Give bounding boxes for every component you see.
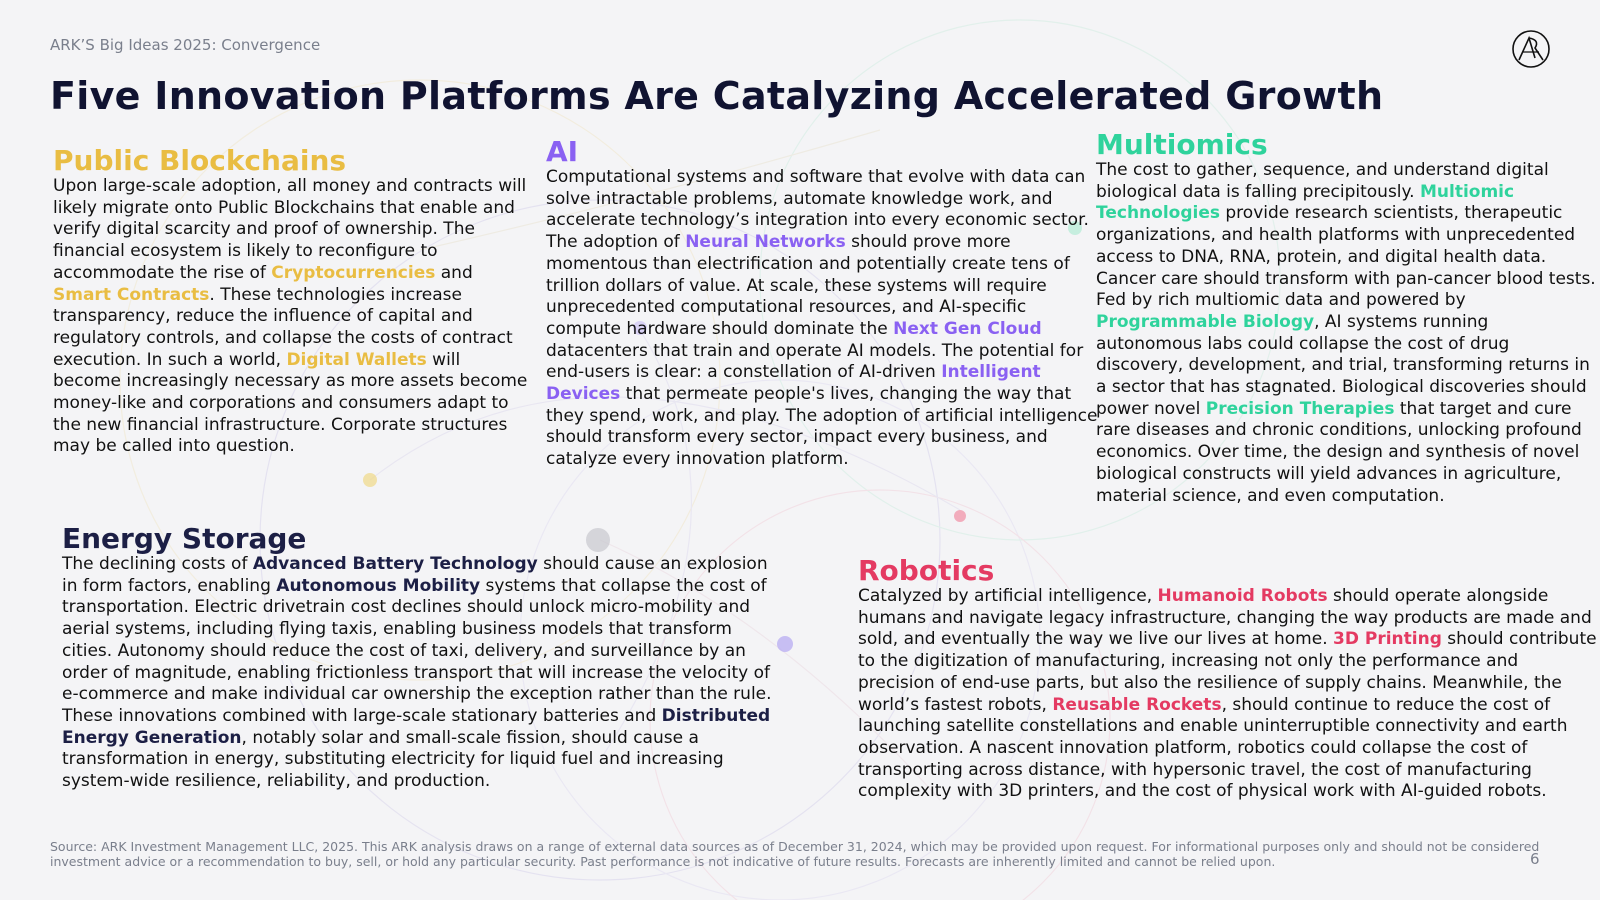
section-title: Energy Storage [62,522,307,555]
highlight-term: Autonomous Mobility [276,575,481,596]
highlight-term: Programmable Biology [1096,311,1315,332]
highlight-term: Neural Networks [685,232,846,253]
highlight-term: Smart Contracts [53,284,210,305]
section-body: Upon large-scale adoption, all money and contracts will likely migrate onto Public Blockchains that enable and verify digital scarcity and proof of ownership. The financial ecosystem is likely to reconfigure to accommodate the rise of Cryptocurrencies and Smart Contracts. These technologies increase transparency, reduce the influence of capital and regulatory controls, and collapse the costs of contract execution. In such a world, Digital Wallets will become increasingly necessary as more assets become money-like and corporations and consumers adapt to the new financial infrastructure. Corporate structures may be called into question. [53,176,528,457]
highlight-term: Next Gen Cloud [893,318,1042,339]
ark-logo-icon [1510,28,1552,70]
highlight-term: Advanced Battery Technology [252,554,538,574]
section-body: Computational systems and software that evolve with data can solve intractable problems, automate knowledge work, and accelerate technology’s integration into every economic sector. The adoption of Neural Networks should prove more momentous than electrification and potentially create tens of trillion dollars of value. At scale, these systems will require unprecedented computational resources, and AI-specific compute hardware should dominate the Next Gen Cloud datacenters that train and operate AI models. The potential for end-users is clear: a constellation of AI-driven Intelligent Devices that permeate people's lives, changing the way that they spend, work, and play. The adoption of artificial intelligence should transform every sector, impact every business, and catalyze every innovation platform. [546,167,1098,470]
section-ai [546,137,1101,471]
section-title: Robotics [858,554,995,587]
section-multiomics [1096,130,1596,507]
section-public-blockchains [53,146,533,458]
source-disclaimer: Source: ARK Investment Management LLC, 2025. This ARK analysis draws on a range of external data sources as of December 31, 2024, which may be provided upon request. For informational purposes only and should not be considered investment advice or a recommendation to buy, sell, or hold any particular security. Past performance is not indicative of future results. Forecasts are inherently limited and cannot be relied upon. [50,839,1540,869]
highlight-term: Distributed Energy Generation [62,705,771,748]
section-title: Public Blockchains [53,144,347,177]
section-energy-storage [62,524,782,793]
highlight-term: Humanoid Robots [1157,586,1328,606]
highlight-term: Cryptocurrencies [271,262,436,283]
deck-subtitle: ARK’S Big Ideas 2025: Convergence [50,36,321,54]
highlight-term: Precision Therapies [1205,398,1395,419]
section-body: The declining costs of Advanced Battery Technology should cause an explosion in form factors, enabling Autonomous Mobility systems that collapse the cost of transportation. Electric drivetrain cost declines should unlock micro-mobility and aerial systems, including flying taxis, enabling business models that transform cities. Autonomy should reduce the cost of taxi, delivery, and surveillance by an order of magnitude, enabling frictionless transport that will increase the velocity of e-commerce and make individual car ownership the exception rather than the rule. These innovations combined with large-scale stationary batteries and Distributed Energy Generation, notably solar and small-scale fission, should cause a transformation in energy, substituting electricity for liquid fuel and increasing system-wide resilience, reliability, and production. [62,554,772,792]
section-robotics [858,556,1598,803]
page-number: 6 [1530,850,1540,868]
page-title: Five Innovation Platforms Are Catalyzing Accelerated Growth [50,74,1384,118]
highlight-term: Reusable Rockets [1052,694,1222,715]
highlight-term: Intelligent Devices [546,362,1041,405]
highlight-term: Digital Wallets [286,349,427,370]
section-title: AI [546,135,579,168]
section-body: Catalyzed by artificial intelligence, Humanoid Robots should operate alongside humans and navigate legacy infrastructure, changing the way products are made and sold, and eventually the way we live our lives at home. 3D Printing should contribute to the digitization of manufacturing, increasing not only the performance and precision of end-use parts, but also the resilience of supply chains. Meanwhile, the world’s fastest robots, Reusable Rockets, should continue to reduce the cost of launching satellite constellations and enable uninterruptible connectivity and earth observation. A nascent innovation platform, robotics could collapse the cost of transporting across distance, with hypersonic travel, the cost of manufacturing complexity with 3D printers, and the cost of physical work with AI-guided robots. [858,586,1597,802]
highlight-term: 3D Printing [1333,629,1442,650]
section-title: Multiomics [1096,128,1268,161]
section-body: The cost to gather, sequence, and understand digital biological data is falling precipitously. Multiomic Technologies provide research scientists, therapeutic organizations, and health platforms with unprecedented access to DNA, RNA, protein, and digital health data. Cancer care should transform with pan-cancer blood tests. Fed by rich multiomic data and powered by Programmable Biology, AI systems running autonomous labs could collapse the cost of drug discovery, development, and trial, transforming returns in a sector that has stagnated. Biological discoveries should power novel Precision Therapies that target and cure rare diseases and chronic conditions, unlocking profound economics. Over time, the design and synthesis of novel biological constructs will yield advances in agriculture, material science, and even computation. [1096,160,1596,506]
highlight-term: Multiomic Technologies [1096,181,1515,224]
